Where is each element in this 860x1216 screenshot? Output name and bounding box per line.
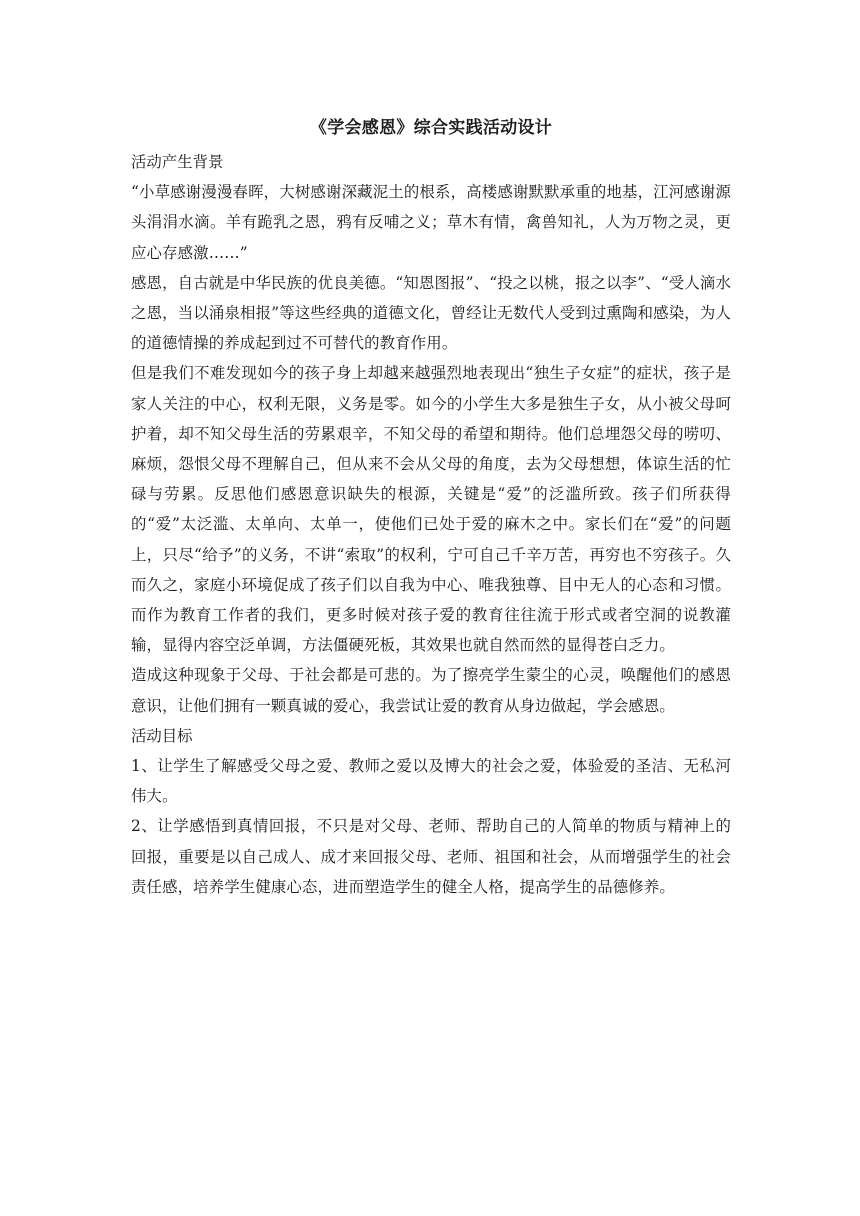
goal-item-2: 2、让学感悟到真情回报，不只是对父母、老师、帮助自己的人简单的物质与精神上的回报，重要是以自己成人、成才来回报父母、老师、祖国和社会，从而增强学生的社会责任感，培养学生健康心态，进而塑造学生的健全人格，提高学生的品德修养。 (131, 817, 731, 896)
goal-item-1: 1、让学生了解感受父母之爱、教师之爱以及博大的社会之爱，体验爱的圣洁、无私河伟大。 (131, 757, 731, 806)
background-paragraph-1: “小草感谢漫漫春晖，大树感谢深藏泥土的根系，高楼感谢默默承重的地基，江河感谢源头涓涓水滴。羊有跪乳之恩，鸦有反哺之义；草木有情，禽兽知礼，人为万物之灵，更应心存感激……” (131, 183, 731, 262)
document-page (131, 112, 731, 902)
background-paragraph-4: 造成这种现象于父母、于社会都是可悲的。为了擦亮学生蒙尘的心灵，唤醒他们的感恩意识，让他们拥有一颗真诚的爱心，我尝试让爱的教育从身边做起，学会感恩。 (131, 666, 731, 715)
document-title: 《学会感恩》综合实践活动设计 (309, 118, 553, 138)
background-paragraph-3: 但是我们不难发现如今的孩子身上却越来越强烈地表现出“独生子女症”的症状，孩子是家人关注的中心，权利无限，义务是零。如今的小学生大多是独生子女，从小被父母呵护着，却不知父母生活的劳累艰辛，不知父母的希望和期待。他们总埋怨父母的唠叨、麻烦，怨恨父母不理解自己，但从来不会从父母的角度，去为父母想想，体谅生活的忙碌与劳累。反思他们感恩意识缺失的根源，关键是“爱”的泛滥所致。孩子们所获得的“爱”太泛滥、太单向、太单一，使他们已处于爱的麻木之中。家长们在“爱”的问题上，只尽“给予”的义务，不讲“索取”的权利，宁可自己千辛万苦，再穷也不穷孩子。久而久之，家庭小环境促成了孩子们以自我为中心、唯我独尊、目中无人的心态和习惯。而作为教育工作者的我们，更多时候对孩子爱的教育往往流于形式或者空洞的说教灌输，显得内容空泛单调，方法僵硬死板，其效果也就自然而然的显得苍白乏力。 (131, 364, 731, 655)
background-paragraph-2: 感恩，自古就是中华民族的优良美德。“知恩图报”、“投之以桃，报之以李”、“受人滴水之恩，当以涌泉相报”等这些经典的道德文化，曾经让无数代人受到过熏陶和感染，为人的道德情操的养成起到过不可替代的教育作用。 (131, 273, 731, 353)
section-heading-goals: 活动目标 (131, 726, 193, 745)
section-heading-background: 活动产生背景 (131, 153, 224, 171)
